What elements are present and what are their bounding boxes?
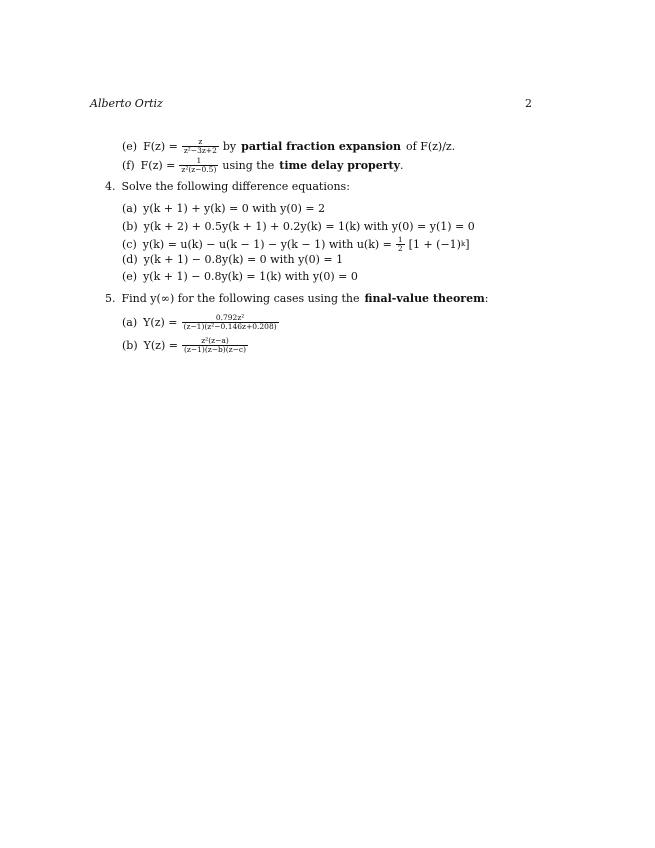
fraction-numerator: 1 (397, 235, 403, 244)
item-text-tail: of F(z)/z. (406, 139, 456, 153)
equation: y(k + 2) + 0.5y(k + 1) + 0.2y(k) = 1(k) with y(0) = y(1) = 0 (143, 220, 475, 233)
equation-lhs: Y(z) = (143, 315, 178, 329)
fraction-denominator: (z−1)(z−b)(z−c) (183, 344, 247, 354)
fraction (179, 157, 218, 174)
fraction (182, 138, 219, 155)
equation: y(k + 1) + y(k) = 0 with y(0) = 2 (143, 202, 326, 215)
page-number: 2 (525, 97, 532, 110)
equation-lhs: F(z) = (143, 139, 178, 153)
problem4-item-d (122, 254, 343, 265)
problem4-item-c (122, 236, 470, 253)
fraction (396, 236, 405, 253)
item-label: (a) (122, 202, 138, 215)
equation-tail: [1 + (−1) (408, 237, 461, 251)
equation-close: ] (465, 237, 470, 251)
fraction-numerator: 1 (196, 156, 202, 165)
item-text-tail: . (400, 158, 404, 172)
fraction (182, 314, 279, 331)
problem-number: 4. (105, 180, 116, 193)
problem-text: Solve the following difference equations: (121, 180, 350, 193)
fraction-denominator: z²−3z+2 (183, 145, 217, 155)
fraction-denominator: z²(z−0.5) (181, 164, 217, 174)
item-label: (b) (122, 220, 138, 233)
equation-lhs: Y(z) = (143, 338, 178, 352)
item-label: (e) (122, 139, 138, 153)
item-text: using the (222, 158, 275, 172)
problem4-heading (105, 181, 350, 192)
exponent: k (460, 239, 466, 248)
fraction-numerator: z (198, 137, 203, 146)
fraction-numerator: 0.792z² (215, 313, 245, 322)
problem-text: Find y(∞) for the following cases using the (121, 292, 360, 305)
item-label: (e) (122, 270, 138, 283)
problem4-item-e (122, 271, 358, 282)
problem5-heading (105, 293, 488, 304)
equation-lhs: F(z) = (140, 158, 176, 172)
bold-term: partial fraction expansion (241, 139, 401, 153)
item-label: (d) (122, 253, 138, 266)
fraction-denominator: (z−1)(z²−0.146z+0.208) (183, 321, 277, 331)
problem-text-tail: : (484, 292, 489, 305)
problem4-item-b (122, 221, 475, 232)
bold-term: time delay property (279, 158, 400, 172)
equation: y(k) = u(k) − u(k − 1) − y(k − 1) with u(k) = (142, 237, 392, 251)
item-label: (b) (122, 338, 138, 352)
equation: y(k + 1) − 0.8y(k) = 0 with y(0) = 1 (143, 253, 344, 266)
fraction-denominator: 2 (397, 243, 403, 253)
item-label: (c) (122, 237, 137, 251)
problem3-item-f (122, 157, 404, 174)
bold-term: final-value theorem (364, 292, 485, 305)
problem-number: 5. (105, 292, 116, 305)
fraction (182, 337, 248, 354)
problem3-item-e (122, 138, 455, 155)
item-label: (f) (122, 158, 135, 172)
item-label: (a) (122, 315, 138, 329)
problem5-item-b (122, 337, 252, 354)
item-text: by (222, 139, 237, 153)
problem5-item-a (122, 314, 283, 331)
equation: y(k + 1) − 0.8y(k) = 1(k) with y(0) = 0 (143, 270, 358, 283)
fraction-numerator: z²(z−a) (201, 336, 229, 345)
problem4-item-a (122, 203, 325, 214)
header-author: Alberto Ortiz (90, 97, 163, 110)
